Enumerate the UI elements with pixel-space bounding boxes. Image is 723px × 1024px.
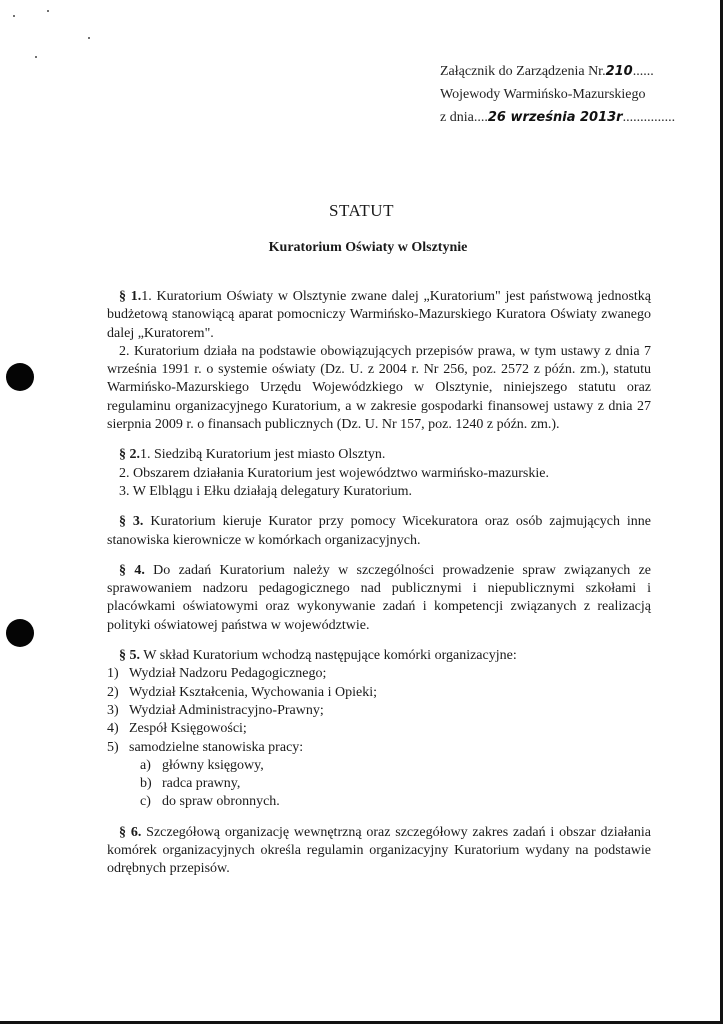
punch-hole-upper	[6, 363, 34, 391]
section-2-line-1	[107, 446, 651, 464]
list-item-number: 3)	[107, 702, 119, 718]
list-item	[107, 739, 651, 757]
section-4-text: Do zadań Kuratorium należy w szczególności prowadzenie spraw związanych ze sprawowaniem nadzoru pedagogicznego nad publicznymi i niepublicznymi szkołami i placówkami oświatowymi oraz wykonywanie zadań i kompetencji związanych z realizacją polityki oświatowej państwa w województwie.	[107, 562, 652, 633]
section-6-number: § 6.	[119, 824, 142, 840]
list-item-label: Wydział Administracyjno-Prawny;	[129, 702, 324, 718]
statute-body	[107, 288, 651, 879]
section-1-paragraph-1	[107, 288, 651, 343]
list-item-number: 5)	[107, 739, 119, 755]
list-item-label: Wydział Kształcenia, Wychowania i Opieki;	[129, 684, 378, 700]
annex-dots-after: ......	[632, 64, 654, 79]
scan-speck	[35, 56, 37, 58]
list-item	[107, 665, 651, 683]
sublist-item-letter: c)	[140, 794, 151, 810]
scan-speck	[47, 10, 49, 12]
section-5-sublist	[107, 757, 651, 812]
annex-date-prefix: z dnia	[440, 110, 474, 125]
sublist-item-label: radca prawny,	[162, 776, 241, 792]
annex-line-2: Wojewody Warmińsko-Mazurskiego	[440, 87, 646, 102]
section-2-line-2: 2. Obszarem działania Kuratorium jest województwo warmińsko-mazurskie.	[119, 465, 549, 481]
sublist-item	[140, 775, 651, 793]
annex-line-3	[440, 106, 675, 129]
section-5-list	[107, 665, 651, 756]
annex-prefix: Załącznik do Zarządzenia Nr	[440, 64, 603, 79]
list-item-number: 1)	[107, 666, 119, 682]
list-item-label: Wydział Nadzoru Pedagogicznego;	[129, 666, 327, 682]
section-5-text: W skład Kuratorium wchodzą następujące komórki organizacyjne:	[143, 648, 517, 664]
handwritten-number: 210	[605, 64, 633, 79]
scan-speck	[13, 15, 15, 17]
handwritten-date: 26 września 2013r	[487, 110, 623, 125]
list-item-label: samodzielne stanowiska pracy:	[129, 739, 304, 755]
section-2-line-3: 3. W Elblągu i Ełku działają delegatury Kuratorium.	[119, 483, 413, 499]
annex-line-1	[440, 60, 675, 83]
document-title: STATUT	[329, 201, 394, 220]
list-item	[107, 720, 651, 738]
scan-speck	[88, 37, 90, 39]
sublist-item	[140, 793, 651, 811]
list-item	[107, 684, 651, 702]
section-4-number: § 4.	[119, 562, 145, 578]
section-2-number: § 2.	[119, 447, 140, 463]
list-item	[107, 702, 651, 720]
section-5-intro	[107, 647, 651, 665]
section-3-number: § 3.	[119, 514, 144, 530]
section-2-text-1: 1. Siedzibą Kuratorium jest miasto Olsztyn.	[140, 447, 386, 463]
section-6-paragraph	[107, 824, 651, 879]
list-item-label: Zespół Księgowości;	[129, 721, 247, 737]
punch-hole-lower	[6, 619, 34, 647]
section-1-text-1: 1. Kuratorium Oświaty w Olsztynie zwane dalej „Kuratorium" jest państwową jednostką budżetową stanowiącą aparat pomocniczy Warmińsko-Mazurskiego Kuratora Oświaty zwanego dalej „Kuratorem".	[107, 289, 651, 341]
sublist-item-label: do spraw obronnych.	[162, 794, 280, 810]
annex-date-dots-after: ...............	[622, 110, 676, 125]
section-4-paragraph	[107, 562, 651, 635]
sublist-item-letter: a)	[140, 757, 151, 773]
sublist-item-label: główny księgowy,	[162, 757, 264, 773]
annex-date-dots-before: ....	[473, 110, 488, 125]
section-1-number: § 1.	[119, 289, 142, 304]
section-5-number: § 5.	[119, 648, 140, 664]
list-item-number: 4)	[107, 721, 119, 737]
sublist-item	[140, 757, 651, 775]
section-6-text: Szczegółową organizację wewnętrzną oraz szczegółowy zakres zadań i obszar działania komórek organizacyjnych określa regulamin organizacyjny Kuratorium wydany na podstawie odrębnych przepisów.	[107, 824, 652, 877]
section-3-text: Kuratorium kieruje Kurator przy pomocy Wicekuratora oraz osób zajmujących inne stanowiska kierownicze w komórkach organizacyjnych.	[107, 514, 652, 548]
sublist-item-letter: b)	[140, 776, 152, 792]
document-subtitle: Kuratorium Oświaty w Olsztynie	[268, 240, 468, 255]
section-1-paragraph-2: 2. Kuratorium działa na podstawie obowiązujących przepisów prawa, w tym ustawy z dnia 7 września 1991 r. o systemie oświaty (Dz. U. z 2004 r. Nr 256, poz. 2572 z późn. zm.), statutu Warmińsko-Mazurskiego Urzędu Wojewódzkiego w Olsztynie, niniejszego statutu oraz regulaminu organizacyjnego Kuratorium, a w zakresie gospodarki finansowej ustawy z dnia 27 sierpnia 2009 r. o finansach publicznych (Dz. U. Nr 157, poz. 1240 z późn. zm.).	[107, 343, 651, 433]
section-3-paragraph	[107, 513, 651, 550]
annex-dots: .	[602, 64, 606, 79]
annex-header	[440, 60, 675, 129]
list-item-number: 2)	[107, 684, 119, 700]
